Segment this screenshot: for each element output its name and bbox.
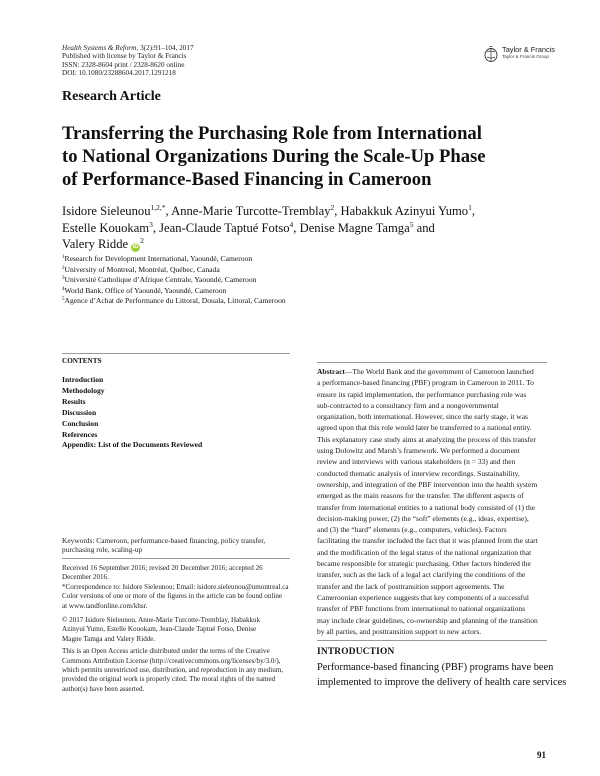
title-line: of Performance-Based Financing in Cameroon — [62, 169, 432, 190]
author-line — [62, 220, 552, 237]
abstract-line: transfer and the lack of posttransition support agreements. The — [317, 581, 505, 591]
affiliation-item — [62, 265, 286, 276]
orcid-icon[interactable]: iD — [132, 244, 139, 250]
author-name: Estelle Kouokam — [62, 220, 150, 235]
abstract-line: transfer of PBF functions from international to national organizations — [317, 604, 526, 614]
affiliation-text: World Bank, Office of Yaoundé, Yaoundé, Cameroon — [64, 285, 227, 295]
abstract-line: by all parties, and posttransition support to new actors. — [317, 626, 482, 636]
abstract-line: using Dolowitz and Marsh’s framework. We performed a document — [317, 446, 520, 456]
contents-item-introduction[interactable]: Introduction — [62, 375, 104, 384]
received-dates: December 2016. — [62, 573, 109, 582]
meta-top-rule — [62, 558, 290, 559]
author-separator: , — [152, 220, 160, 235]
article-title — [62, 122, 542, 191]
author-name: Valery Ridde — [62, 237, 129, 251]
contents-item-references[interactable]: References — [62, 429, 98, 439]
abstract-top-rule — [317, 362, 547, 363]
contents-item-discussion[interactable]: Discussion — [62, 407, 97, 417]
license-line: author(s) have been asserted. — [62, 684, 145, 693]
license-line: provided the original work is properly cited. The moral rights of the named — [62, 675, 276, 684]
journal-volume: 3(2):91–104, 2017 — [138, 44, 194, 52]
affiliation-item — [62, 296, 286, 307]
title-line: Transferring the Purchasing Role from International — [62, 123, 482, 144]
journal-name: Health Systems & Reform, — [62, 44, 139, 52]
received-dates: Received 16 September 2016; revised 20 December 2016; accepted 26 — [62, 564, 263, 572]
author-affil-marker: 3 — [149, 219, 153, 229]
author-name: Anne-Marie Turcotte-Tremblay — [171, 204, 331, 218]
abstract-label: Abstract — [317, 367, 345, 376]
affiliation-number: 1 — [62, 255, 65, 260]
affiliation-item — [62, 254, 286, 265]
author-list — [62, 203, 552, 253]
author-separator: , — [471, 204, 476, 218]
abstract-line: Cameroonian experience suggests that key components of a successful — [317, 592, 530, 602]
author-name: Denise Magne Tamga — [299, 220, 410, 235]
introduction-line: implemented to improve the delivery of health care services — [317, 677, 567, 688]
affiliations — [62, 254, 286, 307]
author-affil-marker: 2 — [330, 203, 335, 212]
author-affil-marker: 2 — [140, 236, 144, 245]
publisher-logo — [484, 46, 555, 62]
author-separator: , — [334, 204, 341, 218]
author-affil-marker: 1 — [468, 203, 472, 212]
abstract-line: may include clear guidelines, co-ownership and planning of the transition — [317, 615, 538, 625]
abstract-line: review and interviews with various stakeholders (n = 33) and then — [317, 457, 516, 467]
abstract-line: became responsible for strategic purchasing. Other factors hindered the — [317, 559, 531, 569]
author-affil-marker: 5 — [409, 219, 414, 229]
abstract-line: transfer, such as the lack of a legal act clarifying the conditions of the — [317, 570, 526, 580]
author-separator: , — [293, 220, 300, 235]
affiliation-text: Agence d’Achat de Performance du Littoral, Douala, Littoral, Cameroon — [64, 296, 286, 306]
abstract-line: decision-making power, (2) the “soft” elements (e.g., ideas, expertise), — [317, 513, 529, 523]
introduction-text — [317, 660, 567, 690]
affiliation-number: 5 — [62, 297, 65, 303]
copyright-line: © 2017 Isidore Sieleunou, Anne-Marie Turcotte-Tremblay, Habakkuk — [62, 616, 261, 625]
abstract-line: emerged as the main reasons for the transfer. The different aspects of — [317, 491, 524, 501]
author-name: Isidore Sieleunou — [62, 204, 151, 218]
license-line: This is an Open Access article distributed under the terms of the Creative — [62, 647, 270, 656]
contents-item-results[interactable]: Results — [62, 396, 86, 406]
contents-list — [62, 375, 202, 451]
abstract-line — [317, 366, 545, 377]
affiliation-item — [62, 275, 286, 286]
contents-heading: CONTENTS — [62, 357, 102, 365]
contents-top-rule — [62, 353, 290, 354]
color-note[interactable]: at www.tandfonline.com/khsr. — [62, 601, 148, 610]
article-meta — [62, 564, 300, 694]
license-line: which permits unrestricted use, distribution, and reproduction in any medium, — [62, 666, 284, 675]
journal-doi: DOI: 10.1080/23288604.2017.1291218 — [62, 69, 176, 78]
affiliation-number: 4 — [62, 286, 65, 292]
abstract-line: and the modification of the legal status of the national organization that — [317, 547, 532, 557]
abstract-line-text: —The World Bank and the government of Cameroon launched — [344, 367, 534, 376]
copyright-line: Magne Tamga and Valery Ridde. — [62, 634, 156, 643]
affiliation-item — [62, 286, 286, 297]
title-line: to National Organizations During the Scale-Up Phase — [62, 146, 486, 167]
journal-info — [62, 44, 194, 78]
abstract-line: ensure its rapid implementation, the performance purchasing role was — [317, 389, 527, 399]
license-line[interactable]: Commons Attribution License (http://creativecommons.org/licenses/by/3.0/), — [62, 656, 281, 665]
abstract-line: and (3) the “hard” elements (e.g., computers, vehicles). Factors — [317, 525, 507, 535]
author-separator: , — [165, 204, 172, 218]
contents-item-conclusion[interactable]: Conclusion — [62, 418, 99, 428]
abstract — [317, 366, 545, 637]
article-type: Research Article — [62, 89, 161, 104]
contents-item-appendix[interactable]: Appendix: List of the Documents Reviewed — [62, 440, 203, 450]
copyright-line: Azinyui Yumo, Estelle Kouokam, Jean-Claude Taptué Fotso, Denise — [62, 625, 257, 634]
affiliation-number: 3 — [62, 276, 65, 282]
abstract-line: sub-contracted to a consultancy firm and a nongovernmental — [317, 400, 499, 410]
author-name: Habakkuk Azinyui Yumo — [340, 204, 469, 218]
abstract-line: conducted thematic analysis of interview recordings. Sustainability, — [317, 468, 520, 478]
abstract-line: transfer from international entities to a national body consisted of (1) the — [317, 502, 536, 512]
page-number: 91 — [537, 750, 546, 760]
publisher-emblem-icon — [484, 46, 498, 62]
author-line — [62, 203, 552, 220]
abstract-line: This explanatory case study aims at analyzing the process of this transfer — [317, 434, 536, 444]
journal-license-line: Published with license by Taylor & Francis — [62, 52, 187, 61]
author-affil-marker: 4 — [289, 219, 294, 229]
affiliation-text: University of Montreal, Montréal, Québec, Canada — [64, 264, 220, 274]
publisher-name: Taylor & Francis — [502, 45, 555, 54]
author-affil-marker: 1,2,* — [150, 203, 166, 212]
abstract-line: agreed upon that this role would later be transferred to a national entity. — [317, 423, 532, 433]
author-line — [62, 236, 552, 253]
color-note: Color versions of one or more of the figures in the article can be found online — [62, 592, 283, 601]
introduction-line: Performance-based financing (PBF) programs have been — [317, 662, 554, 673]
author-separator: and — [413, 220, 435, 235]
affiliation-text: Research for Development International, Yaoundé, Cameroon — [64, 254, 253, 263]
journal-issn: ISSN: 2328-8604 print / 2328-8620 online — [62, 60, 185, 69]
abstract-line: organization, both international. However, since the early stage, it was — [317, 412, 528, 422]
abstract-line: ownership, and integration of the PBF intervention into the health system — [317, 479, 538, 489]
introduction-heading: INTRODUCTION — [317, 647, 395, 657]
correspondence[interactable]: *Correspondence to: Isidore Sieleunou; Email: isidore.sieleunou@umontreal.ca — [62, 582, 289, 591]
keywords: Keywords: Cameroon, performance-based financing, policy transfer, purchasing role, scaling-up — [62, 536, 266, 555]
publisher-tagline: Taylor & Francis Group — [502, 54, 549, 59]
abstract-bottom-rule — [317, 640, 547, 641]
affiliation-number: 2 — [62, 265, 65, 271]
abstract-line: facilitating the transfer included the fact that it was planned from the start — [317, 536, 538, 546]
contents-item-methodology[interactable]: Methodology — [62, 385, 105, 395]
author-name: Jean-Claude Taptué Fotso — [159, 220, 290, 235]
abstract-line: a performance-based financing (PBF) program in Cameroon in 2011. To — [317, 378, 534, 388]
affiliation-text: Université Catholique d’Afrique Centrale, Yaoundé, Cameroon — [64, 275, 257, 285]
